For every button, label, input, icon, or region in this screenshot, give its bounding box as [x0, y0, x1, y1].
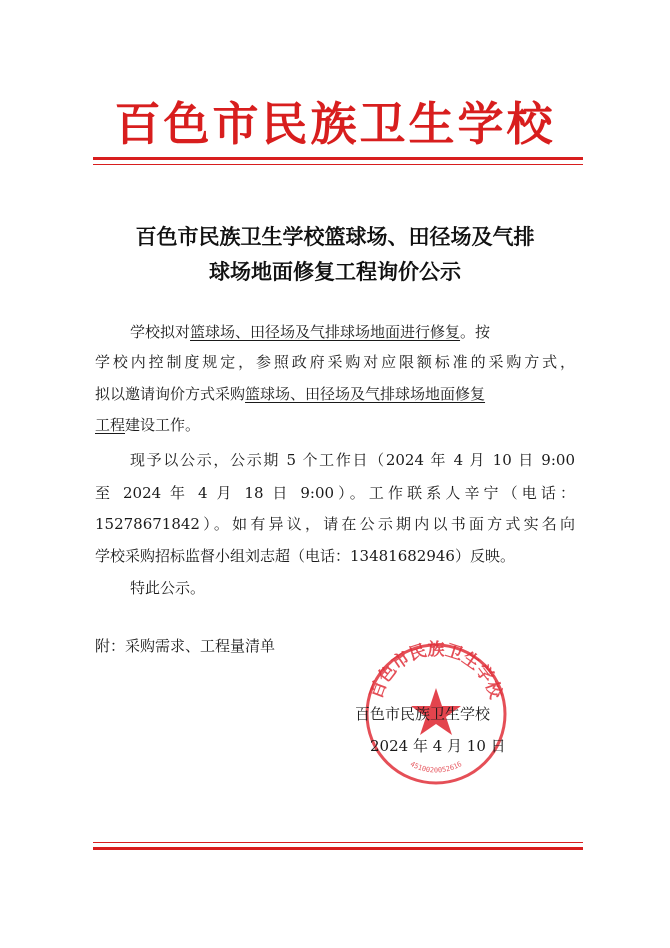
- signature-date: 2024 年 4 月 10 日: [370, 737, 506, 755]
- p1-text-l3a: 拟以邀请询价方式采购: [95, 385, 246, 403]
- footer-rule-thick: [93, 847, 583, 850]
- p1-text-l4b: 建设工作。: [125, 416, 201, 434]
- body-paragraph-2-line-1: 现予以公示，公示期 5 个工作日（2024 年 4 月 10 日 9:00: [130, 451, 575, 469]
- letterhead-rule-thin: [93, 164, 583, 165]
- seal-arc-text: 百色市民族卫生学校: [366, 640, 506, 702]
- notice-title-line-1: 百色市民族卫生学校篮球场、田径场及气排: [135, 225, 535, 249]
- letterhead-school-name: 百色市民族卫生学校: [114, 97, 556, 151]
- p1-text-a: 学校拟对: [130, 323, 191, 341]
- p1-text-c: 。按: [460, 323, 491, 341]
- notice-title-line-2: 球场地面修复工程询价公示: [209, 260, 461, 284]
- attachment-line: 附：采购需求、工程量清单: [95, 637, 276, 655]
- body-paragraph-2-line-2: 至 2024 年 4 月 18 日 9:00）。工作联系人辛宁（电话：: [95, 484, 575, 502]
- body-paragraph-2-line-4: 学校采购招标监督小组刘志超（电话：13481682946）反映。: [95, 547, 515, 565]
- body-paragraph-1-line-4: [95, 415, 575, 435]
- p1-project-name: 篮球场、田径场及气排球场地面修复: [245, 385, 486, 403]
- body-paragraph-1-line-1: [130, 322, 575, 342]
- seal-number: 4510020052616: [408, 760, 464, 775]
- body-paragraph-1-line-3: [95, 384, 575, 404]
- letterhead-rule-thick: [93, 157, 583, 160]
- body-paragraph-2-line-3: 15278671842）。如有异议，请在公示期内以书面方式实名向: [95, 515, 575, 533]
- p1-project-scope: 篮球场、田径场及气排球场地面进行修复: [190, 323, 461, 341]
- footer-rule-thin: [93, 842, 583, 843]
- body-closing-line: 特此公示。: [130, 579, 206, 597]
- p1-project-name-tail: 工程: [95, 416, 126, 434]
- signature-org: 百色市民族卫生学校: [355, 705, 491, 723]
- body-paragraph-1-line-2: 学校内控制度规定，参照政府采购对应限额标准的采购方式，: [95, 353, 575, 371]
